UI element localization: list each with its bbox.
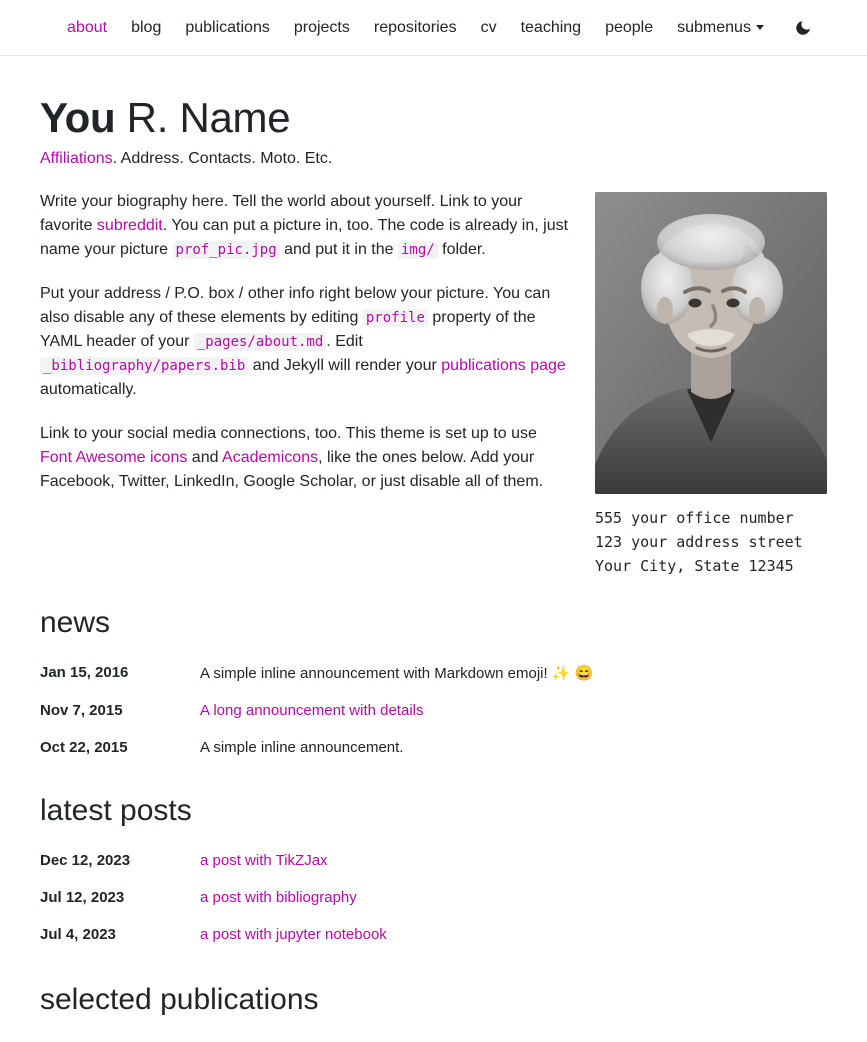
bio-p2-b: property of the YAML header of your [40, 309, 536, 350]
post-title [200, 916, 827, 953]
profile-photo [595, 192, 827, 494]
bio-p2-d: and Jekyll will render your [248, 357, 442, 374]
bio-p3-a: Link to your social media connections, too. This theme is set up to use [40, 425, 537, 442]
bio-p2-e: automatically. [40, 381, 137, 398]
bio-p2-c: . Edit [326, 333, 363, 350]
nav-items [55, 19, 812, 37]
table-row [40, 916, 827, 953]
page-subtitle-rest: . Address. Contacts. Moto. Etc. [112, 150, 333, 167]
about-content [40, 190, 827, 578]
news-date: Nov 7, 2015 [40, 702, 123, 719]
page-title-strong: You [40, 94, 116, 141]
page-title [40, 94, 827, 142]
subreddit-link[interactable]: subreddit [96, 217, 163, 234]
news-link[interactable]: A long announcement with details [200, 702, 424, 719]
table-row [40, 842, 827, 879]
news-text: A simple inline announcement with Markdown emoji! ✨ 😄 [200, 665, 594, 682]
address-line-3: Your City, State 12345 [595, 557, 794, 575]
nav-link-teaching[interactable]: teaching [520, 18, 582, 36]
nav-link-about[interactable]: about [67, 18, 108, 36]
news-date: Oct 22, 2015 [40, 739, 128, 756]
bio-p1-d: folder. [437, 241, 486, 258]
latest-posts-table [40, 842, 827, 953]
academicons-link[interactable]: Academicons [222, 449, 319, 466]
news-text [200, 692, 827, 729]
profile-address [595, 506, 827, 578]
chevron-down-icon [756, 25, 764, 30]
nav-link-projects[interactable]: projects [293, 18, 350, 36]
nav-link-repositories[interactable]: repositories [373, 18, 457, 36]
post-date: Jul 4, 2023 [40, 926, 116, 943]
address-line-2: 123 your address street [595, 533, 803, 551]
post-title [200, 842, 827, 879]
nav-link-submenus-label: submenus [677, 18, 751, 36]
address-line-1: 555 your office number [595, 509, 794, 527]
table-row [40, 692, 827, 729]
selected-publications-heading: selected publications [40, 983, 319, 1016]
bio-p1-a: Write your biography here. Tell the world about yourself. Link to your favorite [40, 193, 523, 234]
page-subtitle [40, 150, 827, 168]
code-papers-bib: _bibliography/papers.bib [40, 357, 248, 375]
moon-icon[interactable] [794, 19, 812, 37]
code-prof-pic: prof_pic.jpg [173, 241, 280, 259]
post-link[interactable]: a post with TikZJax [200, 852, 328, 869]
nav-link-blog[interactable]: blog [131, 18, 162, 36]
news-heading: news [40, 606, 111, 639]
code-img-folder: img/ [398, 241, 438, 259]
nav-link-publications[interactable]: publications [185, 18, 270, 36]
top-navbar [0, 0, 867, 56]
post-link[interactable]: a post with bibliography [200, 889, 357, 906]
table-row [40, 879, 827, 916]
bio-p3-c: , like the ones below. Add your Facebook, Twitter, LinkedIn, Google Scholar, or just disable all of them. [40, 449, 544, 490]
post-date: Jul 12, 2023 [40, 889, 125, 906]
table-row [40, 654, 827, 692]
news-date: Jan 15, 2016 [40, 664, 129, 681]
news-table [40, 654, 827, 766]
page-title-rest: R. Name [115, 94, 291, 141]
nav-link-people[interactable]: people [605, 18, 654, 36]
affiliations-link[interactable]: Affiliations [40, 150, 113, 167]
font-awesome-link[interactable]: Font Awesome icons [40, 449, 188, 466]
nav-link-cv[interactable]: cv [480, 18, 497, 36]
bio-p1-c: and put it in the [279, 241, 398, 258]
profile-column [595, 192, 827, 578]
post-link[interactable]: a post with jupyter notebook [200, 926, 387, 943]
code-about-md: _pages/about.md [194, 333, 326, 351]
post-date: Dec 12, 2023 [40, 852, 131, 869]
publications-page-link[interactable]: publications page [441, 357, 566, 374]
table-row [40, 729, 827, 766]
page-body [0, 56, 867, 1017]
code-profile: profile [363, 309, 428, 327]
bio-p1-b: . You can put a picture in, too. The code is already in, just name your picture [40, 217, 569, 258]
bio-p2-a: Put your address / P.O. box / other info right below your picture. You can also disable any of these elements by editing [40, 285, 551, 326]
nav-link-submenus[interactable] [665, 20, 776, 36]
latest-posts-heading: latest posts [40, 794, 192, 827]
post-title [200, 879, 827, 916]
news-text: A simple inline announcement. [200, 739, 404, 756]
bio-p3-b: and [187, 449, 223, 466]
